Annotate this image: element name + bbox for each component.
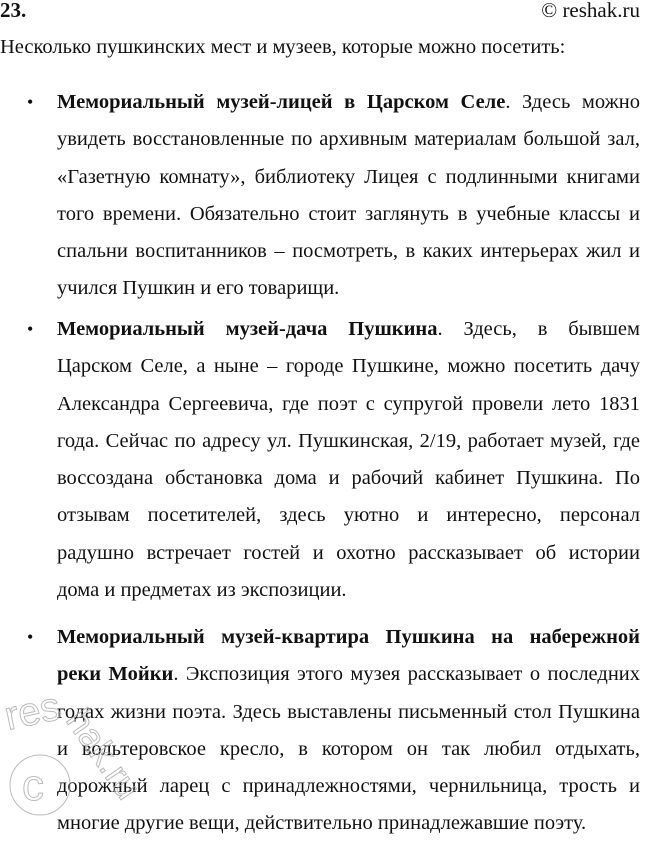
bullet-icon: • <box>27 92 34 112</box>
svg-text:hak.ru: hak.ru <box>58 701 150 807</box>
svg-text:c: c <box>22 761 44 810</box>
text-line <box>57 460 640 497</box>
line-text: увидеть восстановленные по архивным материалам большой зал, <box>57 128 640 151</box>
line-text: дорожный ларец с принадлежностями, чернильница, трость и <box>57 775 640 798</box>
text-line <box>57 694 640 731</box>
line-text: годах жизни поэта. Здесь выставлены письменный стол Пушкина <box>57 700 640 723</box>
text-line <box>57 423 640 460</box>
museum-name: реки Мойки <box>57 663 174 686</box>
line-text: . Здесь можно <box>505 91 641 113</box>
svg-text:res: res <box>0 684 65 739</box>
line-text: воссоздана обстановка дома и рабочий кабинет Пушкина. По <box>57 467 640 490</box>
text-line <box>57 572 640 609</box>
line-text: Александра Сергеевича, где поэт с супругой провели лето 1831 <box>57 392 640 415</box>
bullet-icon: • <box>27 319 34 339</box>
line-text: дома и предметах из экспозиции. <box>57 579 347 602</box>
text-line <box>57 348 640 385</box>
text-line <box>57 805 640 842</box>
text-line <box>57 619 640 656</box>
text-line <box>57 535 640 572</box>
line-text: . Здесь, в бывшем <box>437 318 640 340</box>
line-text: того времени. Обязательно стоит заглянуть в учебные классы и <box>57 202 640 225</box>
text-line <box>57 121 640 158</box>
line-text: многие другие вещи, действительно принадлежавшие поэту. <box>57 812 587 835</box>
text-line <box>57 159 640 196</box>
text-line <box>57 84 640 121</box>
bullet-icon: • <box>27 627 34 647</box>
copyright: © reshak.ru <box>541 0 640 22</box>
museum-name: Мемориальный музей-дача Пушкина <box>57 318 438 340</box>
text-line <box>57 386 640 423</box>
list-item <box>27 84 641 308</box>
text-line <box>57 233 640 270</box>
text-line <box>57 497 640 534</box>
museum-name: Мемориальный музей-квартира Пушкина на набережной <box>57 626 640 648</box>
line-text: . Экспозиция этого музея рассказывает о последних <box>173 663 641 686</box>
text-line <box>57 731 640 768</box>
text-line <box>57 270 640 307</box>
line-text: спальни воспитанников – посмотреть, в каких интерьерах жил и <box>57 240 640 263</box>
line-text: радушно встречает гостей и охотно рассказывает об истории <box>57 541 640 564</box>
line-text: «Газетную комнату», библиотеку Лицея с подлинными книгами <box>57 165 640 188</box>
task-number: 23. <box>0 0 27 22</box>
line-text: отзывам посетителей, здесь уютно и интересно, персонал <box>57 504 640 527</box>
text-line <box>57 768 640 805</box>
line-text: и вольтеровское кресло, в котором он так любил отдыхать, <box>57 737 640 760</box>
list-item <box>27 311 640 609</box>
text-line <box>57 196 640 233</box>
text-line <box>57 311 640 348</box>
museum-name: Мемориальный музей-лицей в Царском Селе <box>57 91 506 113</box>
line-text: года. Сейчас по адресу ул. Пушкинская, 2/19, работает музей, где <box>57 429 640 452</box>
line-text: учился Пушкин и его товарищи. <box>57 277 340 300</box>
line-text: Царском Селе, а ныне – городе Пушкине, можно посетить дачу <box>57 355 640 378</box>
text-line <box>57 656 640 693</box>
intro-text: Несколько пушкинских мест и музеев, которые можно посетить: <box>0 36 566 58</box>
